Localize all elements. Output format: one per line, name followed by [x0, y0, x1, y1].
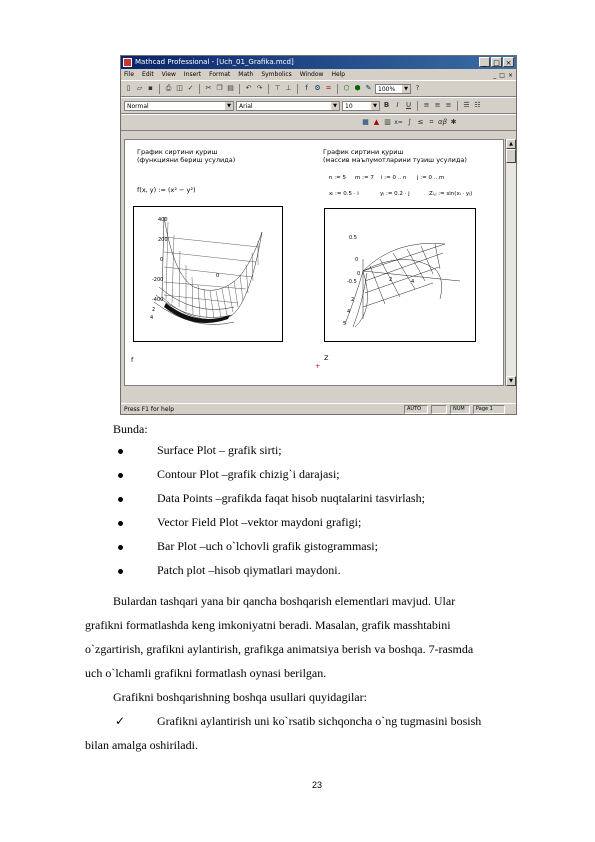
- bullet-dot: [118, 473, 123, 478]
- copy-icon[interactable]: ❐: [216, 84, 223, 92]
- undo-icon[interactable]: ↶: [245, 84, 252, 92]
- style-value: Normal: [127, 102, 149, 110]
- print-preview-icon[interactable]: ◫: [176, 84, 183, 92]
- chevron-down-icon: ▼: [331, 102, 339, 110]
- menu-symbolics[interactable]: Symbolics: [261, 71, 292, 78]
- paste-icon[interactable]: ▤: [227, 84, 234, 92]
- right-def-y[interactable]: yⱼ := 0.2 · j: [380, 191, 410, 197]
- bullet-dot: [118, 497, 123, 502]
- open-icon[interactable]: ▱: [136, 84, 143, 92]
- maximize-button[interactable]: □: [491, 57, 502, 67]
- axis-tick-label: 0: [216, 273, 220, 279]
- z-tick-label: 0.5: [349, 235, 357, 241]
- help-icon[interactable]: ?: [415, 84, 420, 92]
- window-titlebar: [121, 56, 516, 69]
- bullet-item: Bar Plot –uch o`lchovli grafik gistogrammasi;: [157, 539, 378, 553]
- bullet-dot: [118, 521, 123, 526]
- right-def-n[interactable]: n := 5: [329, 175, 346, 181]
- menu-view[interactable]: View: [161, 71, 176, 78]
- axis-tick-label: 4: [411, 279, 415, 285]
- resources-icon[interactable]: ✎: [365, 84, 372, 92]
- mathcad-screenshot: [120, 55, 517, 415]
- checkmark-icon: ✓: [115, 714, 126, 728]
- status-page: Page 1: [473, 405, 505, 414]
- toolbar-separator: [337, 84, 338, 94]
- greek-toolbar-icon[interactable]: αβ: [438, 118, 448, 126]
- formatting-toolbar: [121, 97, 516, 114]
- left-heading-1: График сиртини қуриш: [137, 148, 218, 156]
- menu-window[interactable]: Window: [299, 71, 324, 78]
- insert-unit-icon[interactable]: ⚙: [314, 84, 321, 92]
- minimize-button[interactable]: _: [479, 57, 490, 67]
- right-heading-2: (массив маълумотларини тузиш усулида): [323, 156, 467, 164]
- z-tick-label: -200: [152, 277, 164, 283]
- axis-tick-label: 4: [150, 315, 154, 321]
- toolbar-separator: [297, 84, 298, 94]
- status-auto: AUTO: [404, 405, 428, 414]
- paragraph-1-line-1: Bulardan tashqari yana bir qancha boshqarish elementlari mavjud. Ular: [113, 594, 456, 608]
- align-left-icon[interactable]: ≡: [423, 101, 430, 109]
- right-def-z[interactable]: Zᵢ,ⱼ := sin(xᵢ · yⱼ): [429, 191, 473, 197]
- bullets-icon[interactable]: ☰: [463, 101, 470, 109]
- axis-tick-label: 0: [357, 271, 361, 277]
- align-center-icon[interactable]: ≡: [434, 101, 441, 109]
- zoom-select[interactable]: [375, 84, 411, 94]
- align-across-icon[interactable]: ⊤: [274, 84, 281, 92]
- align-down-icon[interactable]: ⊥: [285, 84, 292, 92]
- symbolic-toolbar-icon[interactable]: ✱: [450, 118, 457, 126]
- left-surface-graphic: [134, 207, 282, 341]
- bullet-dot: [118, 569, 123, 574]
- menu-insert[interactable]: Insert: [183, 71, 202, 78]
- font-size-value: 10: [345, 102, 353, 110]
- toolbar-separator: [239, 84, 240, 94]
- scroll-up-icon[interactable]: ▲: [506, 139, 516, 149]
- matrix-toolbar-icon[interactable]: ▥: [384, 118, 391, 126]
- crosshair-cursor-icon: +: [315, 362, 321, 370]
- right-def-m[interactable]: m := 7: [355, 175, 374, 181]
- toolbar-separator: [159, 84, 160, 94]
- font-select[interactable]: [236, 101, 340, 111]
- status-bar: [121, 403, 516, 414]
- toolbar-separator: [417, 101, 418, 111]
- axis-tick-label: 2: [389, 277, 393, 283]
- menu-math[interactable]: Math: [238, 71, 254, 78]
- underline-button[interactable]: U: [405, 101, 412, 109]
- menu-bar: [121, 69, 516, 80]
- bold-button[interactable]: B: [383, 101, 390, 109]
- z-tick-label: -0.5: [347, 279, 357, 285]
- right-def-j[interactable]: j := 0 .. m: [417, 175, 445, 181]
- bullet-item: Vector Field Plot –vektor maydoni grafigi;: [157, 515, 362, 529]
- menu-file[interactable]: File: [124, 71, 135, 78]
- insert-function-icon[interactable]: f: [305, 84, 308, 92]
- toolbar-separator: [268, 84, 269, 94]
- right-heading-1: График сиртини қуриш: [323, 148, 404, 156]
- close-button[interactable]: ×: [503, 57, 514, 67]
- intro-text: Bunda:: [113, 422, 148, 436]
- chevron-down-icon: ▼: [402, 85, 410, 93]
- graph-toolbar-icon[interactable]: ▲: [373, 118, 380, 126]
- toolbar-separator: [199, 84, 200, 94]
- bullet-item: Contour Plot –grafik chizig`i darajasi;: [157, 467, 340, 481]
- axis-tick-label: 2: [152, 307, 156, 313]
- standard-toolbar: [121, 80, 516, 97]
- save-icon[interactable]: ▪: [148, 84, 153, 92]
- font-size-select[interactable]: [342, 101, 380, 111]
- toolbar-separator: [457, 101, 458, 111]
- mathcad-app-icon: [123, 58, 132, 67]
- align-right-icon[interactable]: ≡: [445, 101, 452, 109]
- calculate-icon[interactable]: =: [325, 84, 332, 92]
- zoom-value: 100%: [378, 85, 396, 93]
- component-wizard-icon[interactable]: ⬢: [354, 84, 361, 92]
- axis-tick-label: 5: [343, 321, 347, 327]
- menu-format[interactable]: Format: [209, 71, 231, 78]
- menu-help[interactable]: Help: [331, 71, 346, 78]
- z-tick-label: 0: [355, 257, 359, 263]
- cut-icon[interactable]: ✂: [205, 84, 212, 92]
- doc-minimize-button[interactable]: _: [493, 72, 497, 79]
- evaluation-toolbar-icon[interactable]: x=: [394, 119, 403, 126]
- right-surface-graphic: [325, 209, 475, 341]
- page-number: 23: [312, 780, 323, 790]
- style-select[interactable]: [124, 101, 234, 111]
- right-plot-label: Z: [324, 354, 329, 362]
- italic-button[interactable]: I: [396, 101, 399, 109]
- doc-close-button[interactable]: ×: [507, 72, 513, 79]
- right-def-i[interactable]: i := 0 .. n: [381, 175, 407, 181]
- paragraph-1-line-3: o`zgartirish, grafikni aylantirish, grafikga animatsiya berish va boshqa. 7-rasmda: [85, 642, 474, 656]
- bullet-dot: [118, 545, 123, 550]
- z-tick-label: 400: [158, 217, 168, 223]
- status-hint: Press F1 for help: [124, 406, 175, 413]
- menu-edit[interactable]: Edit: [142, 71, 154, 78]
- print-icon[interactable]: ⎙: [165, 84, 172, 92]
- left-plot-label: f: [131, 356, 134, 364]
- worksheet-area[interactable]: [124, 139, 504, 386]
- new-icon[interactable]: ▯: [126, 84, 131, 92]
- window-title: Mathcad Professional - [Uch_01_Grafika.mcd]: [135, 58, 294, 66]
- left-surface-plot[interactable]: [133, 206, 283, 342]
- font-value: Arial: [239, 102, 253, 110]
- status-empty: [431, 405, 447, 414]
- left-heading-2: (функцияни бериш усулида): [137, 156, 236, 164]
- left-formula[interactable]: f(x, y) := (x² − y²): [137, 186, 196, 194]
- doc-restore-button[interactable]: □: [499, 72, 505, 79]
- check-item-line-2: bilan amalga oshiriladi.: [85, 738, 198, 752]
- scroll-down-icon[interactable]: ▼: [506, 376, 516, 386]
- spell-check-icon[interactable]: ✓: [187, 84, 194, 92]
- z-tick-label: -400: [152, 297, 164, 303]
- z-tick-label: 200: [158, 237, 168, 243]
- chevron-down-icon: ▼: [225, 102, 233, 110]
- axis-tick-label: 2: [351, 297, 355, 303]
- status-num: NUM: [450, 405, 470, 414]
- bullet-item: Data Points –grafikda faqat hisob nuqtalarini tasvirlash;: [157, 491, 425, 505]
- numbering-icon[interactable]: ☷: [474, 101, 481, 109]
- paragraph-1-line-2: grafikni formatlashda keng imkoniyatni beradi. Masalan, grafik masshtabini: [85, 618, 451, 632]
- check-item-line-1: Grafikni aylantirish uni ko`rsatib sichqoncha o`ng tugmasini bosish: [157, 714, 482, 728]
- calculus-toolbar-icon[interactable]: ∫: [407, 118, 412, 126]
- math-toolbar: [121, 114, 516, 131]
- vertical-scrollbar[interactable]: [505, 139, 516, 386]
- chevron-down-icon: ▼: [371, 102, 379, 110]
- z-tick-label: 0: [160, 257, 164, 263]
- calculator-toolbar-icon[interactable]: ▦: [362, 118, 369, 126]
- redo-icon[interactable]: ↷: [256, 84, 263, 92]
- boolean-toolbar-icon[interactable]: ≤: [417, 118, 424, 126]
- insert-hyperlink-icon[interactable]: ⬡: [343, 84, 350, 92]
- bullet-item: Surface Plot – grafik sirti;: [157, 443, 282, 457]
- paragraph-2: Grafikni boshqarishning boshqa usullari quyidagilar:: [113, 690, 367, 704]
- axis-tick-label: 4: [347, 309, 351, 315]
- right-surface-plot[interactable]: [324, 208, 476, 342]
- bullet-item: Patch plot –hisob qiymatlari maydoni.: [157, 563, 341, 577]
- programming-toolbar-icon[interactable]: ⌗: [429, 118, 434, 126]
- scroll-thumb[interactable]: [506, 149, 516, 163]
- paragraph-1-line-4: uch o`lchamli grafikni formatlash oynasi berilgan.: [85, 666, 327, 680]
- bullet-dot: [118, 449, 123, 454]
- right-def-x[interactable]: xᵢ := 0.5 · i: [329, 191, 359, 197]
